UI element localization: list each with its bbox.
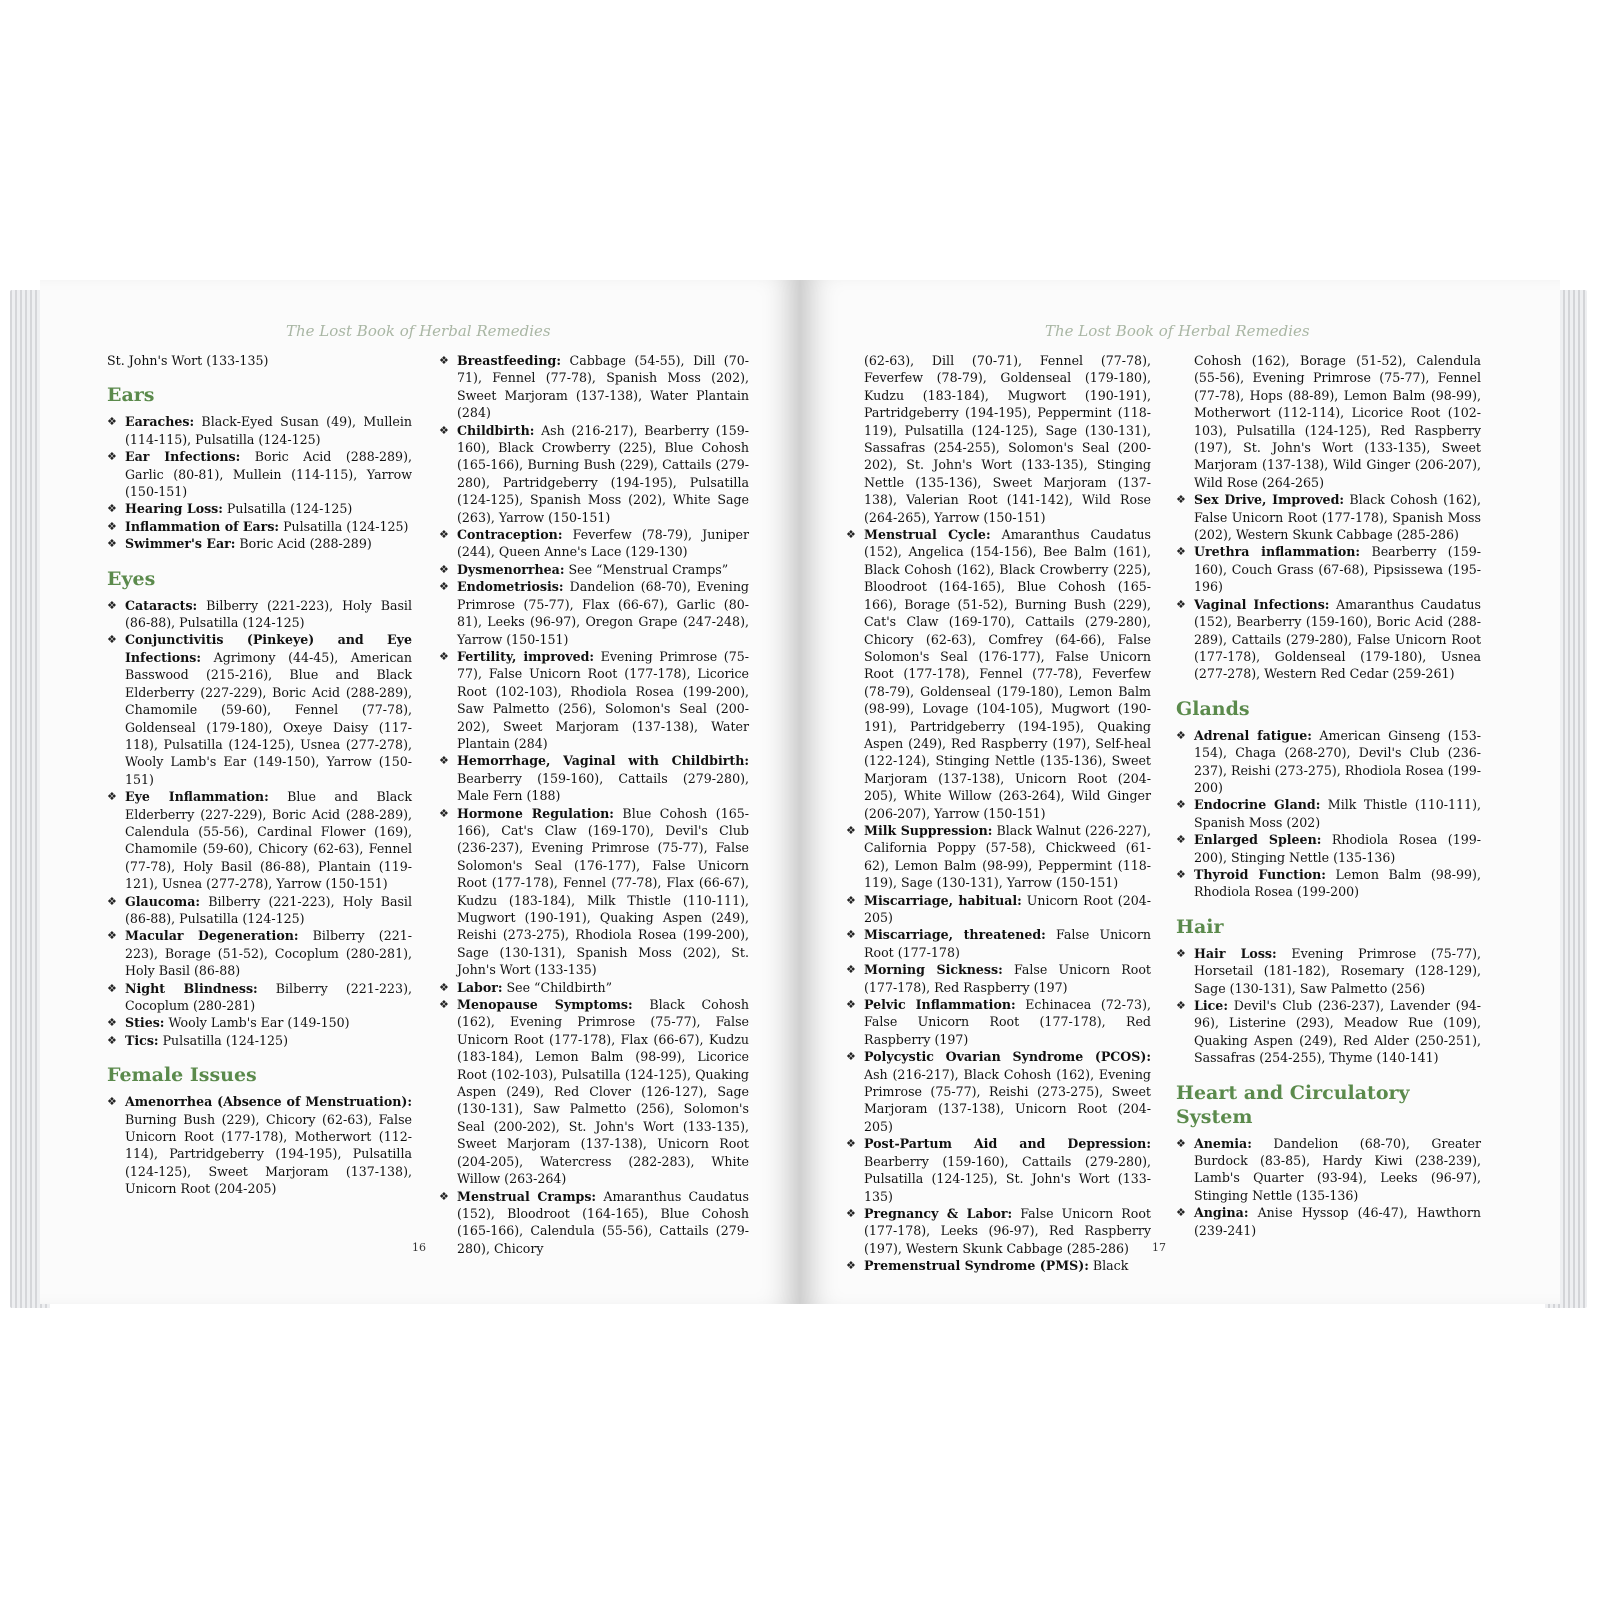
entry-term: Pelvic Inflammation: — [864, 997, 1016, 1013]
index-list-eyes — [107, 597, 412, 1050]
entry-term: Pregnancy & Labor: — [864, 1205, 1013, 1221]
index-entry — [107, 980, 412, 1015]
entry-remedies: Ash (216-217), Black Cohosh (162), Evening Primrose (75-77), Reishi (273-275), Sweet Marjoram (137-138), Unicorn Root (204-205) — [864, 1066, 1151, 1134]
entry-term: Swimmer's Ear: — [125, 536, 236, 552]
entry-remedies: Boric Acid (288-289), Garlic (80-81), Mullein (114-115), Yarrow (150-151) — [125, 449, 412, 500]
entry-remedies: Boric Acid (288-289) — [235, 536, 372, 552]
entry-term: Anemia: — [1194, 1135, 1252, 1151]
index-entry — [1176, 866, 1481, 901]
entry-remedies: Rhodiola Rosea (199-200), Stinging Nettle (135-136) — [1194, 832, 1481, 865]
entry-term: Endocrine Gland: — [1194, 797, 1321, 813]
entry-remedies: Cabbage (54-55), Dill (70-71), Fennel (77-78), Spanish Moss (202), Sweet Marjoram (137-138), Water Plantain (284) — [457, 353, 749, 421]
index-entry — [1176, 543, 1481, 595]
entry-remedies: False Unicorn Root (177-178), Red Raspberry (197) — [864, 962, 1151, 995]
entry-term: Breastfeeding: — [457, 353, 562, 368]
entry-term: Fertility, improved: — [457, 648, 595, 664]
index-list-female-issues-cont — [846, 526, 1151, 1274]
entry-term: Childbirth: — [457, 422, 535, 438]
entry-term: Labor: — [457, 979, 503, 995]
index-list-heart — [1176, 1135, 1481, 1239]
index-entry — [846, 1048, 1151, 1135]
index-list-female-issues-cont — [439, 352, 749, 1257]
index-entry — [107, 927, 412, 979]
index-entry — [1176, 1204, 1481, 1239]
entry-remedies: Bearberry (159-160), Cattails (279-280), Pulsatilla (124-125), St. John's Wort (133-135) — [864, 1153, 1151, 1204]
entry-term: Hearing Loss: — [125, 501, 223, 517]
entry-term: Sex Drive, Improved: — [1194, 492, 1345, 508]
index-list-glands — [1176, 727, 1481, 901]
continued-text: (62-63), Dill (70-71), Fennel (77-78), Feverfew (78-79), Goldenseal (179-180), Kudzu (183-184), Mugwort (190-191), Partridgeberry (194-195), Peppermint (118-119), Pulsatilla (124-125), Sage (130-131), Sassafras (254-255), Solomon's Seal (200-202), St. John's Wort (133-135), Stinging Nettle (135-136), Sweet Marjoram (137-138), Valerian Root (141-142), Wild Rose (264-265), Yarrow (150-151) — [864, 353, 1151, 525]
section-heading-heart: Heart and Circulatory System — [1176, 1081, 1410, 1128]
index-entry — [107, 1032, 412, 1049]
section-heading-ears: Ears — [107, 384, 155, 407]
entry-remedies: Black Cohosh (162), False Unicorn Root (177-178), Spanish Moss (202), Western Skunk Cabbage (285-286) — [1194, 492, 1481, 543]
entry-remedies: Pulsatilla (124-125) — [279, 518, 409, 534]
entry-remedies: Lemon Balm (98-99), Rhodiola Rosea (199-200) — [1194, 866, 1481, 900]
index-entry — [107, 448, 412, 500]
entry-remedies: Blue and Black Elderberry (227-229), Boric Acid (288-289), Calendula (55-56), Cardinal Flower (169), Chamomile (59-60), Chicory (62-63), Fennel (77-78), Holy Basil (86-88), Plantain (119-121), Usnea (277-278), Yarrow (150-151) — [125, 789, 412, 892]
index-entry — [439, 805, 749, 979]
entry-remedies: Amaranthus Caudatus (152), Angelica (154-156), Bee Balm (161), Black Cohosh (162), Black Crowberry (225), Bloodroot (164-165), Blue Cohosh (165-166), Borage (51-52), Burning Bush (229), Cat's Claw (169-170), Cattails (279-280), Chicory (62-63), Comfrey (64-66), False Solomon's Seal (176-177), False Unicorn Root (177-178), Fennel (77-78), Feverfew (78-79), Goldenseal (179-180), Lemon Balm (98-99), Lovage (104-105), Mugwort (190-191), Partridgeberry (194-195), Quaking Aspen (249), Red Raspberry (197), Self-heal (122-124), Stinging Nettle (135-136), Sweet Marjoram (137-138), Unicorn Root (204-205), White Willow (263-264), Wild Ginger (206-207), Yarrow (150-151) — [864, 527, 1151, 821]
page-number: 17 — [1152, 1241, 1166, 1254]
running-head: The Lost Book of Herbal Remedies — [1045, 322, 1310, 340]
running-head: The Lost Book of Herbal Remedies — [286, 322, 551, 340]
index-entry — [846, 822, 1151, 892]
index-entry — [1176, 831, 1481, 866]
continued-text: Cohosh (162), Borage (51-52), Calendula (55-56), Evening Primrose (75-77), Fennel (77-78), Hops (88-89), Lemon Balm (98-99), Motherwort (112-114), Licorice Root (102-103), Pulsatilla (124-125), Red Raspberry (197), St. John's Wort (133-135), Sweet Marjoram (137-138), Wild Ginger (206-207), Wild Rose (264-265) — [1194, 353, 1481, 490]
index-entry — [1176, 491, 1481, 543]
entry-remedies: Blue Cohosh (165-166), Cat's Claw (169-170), Devil's Club (236-237), Evening Primrose (75-77), False Solomon's Seal (176-177), False Unicorn Root (177-178), Fennel (77-78), Flax (66-67), Kudzu (183-184), Milk Thistle (110-111), Mugwort (190-191), Quaking Aspen (249), Reishi (273-275), Rhodiola Rosea (199-200), Sage (130-131), Spanish Moss (202), St. John's Wort (133-135) — [457, 805, 749, 978]
entry-remedies: Dandelion (68-70), Evening Primrose (75-77), Flax (66-67), Garlic (80-81), Leeks (96-97), Oregon Grape (247-248), Yarrow (150-151) — [457, 579, 749, 647]
entry-remedies: Devil's Club (236-237), Lavender (94-96), Listerine (293), Meadow Rue (109), Quaking Aspen (249), Red Alder (250-251), Sassafras (254-255), Thyme (140-141) — [1194, 998, 1481, 1066]
entry-term: Miscarriage, threatened: — [864, 927, 1046, 943]
entry-term: Milk Suppression: — [864, 822, 993, 838]
index-entry — [1176, 796, 1481, 831]
entry-remedies: Evening Primrose (75-77), Horsetail (181-182), Rosemary (128-129), Sage (130-131), Saw Palmetto (256) — [1194, 945, 1482, 996]
entry-remedies: Amaranthus Caudatus (152), Bearberry (159-160), Boric Acid (288-289), Cattails (279-280), False Unicorn Root (177-178), Goldenseal (179-180), Usnea (277-278), Western Red Cedar (259-261) — [1194, 596, 1481, 682]
right-page-column-2 — [1176, 352, 1481, 1239]
index-entry — [846, 1135, 1151, 1205]
entry-remedies: American Ginseng (153-154), Chaga (268-270), Devil's Club (236-237), Reishi (273-275), Rhodiola Rosea (199-200) — [1194, 727, 1482, 795]
entry-term: Conjunctivitis (Pinkeye) and Eye Infections: — [125, 632, 412, 665]
entry-term: Polycystic Ovarian Syndrome (PCOS): — [864, 1049, 1151, 1065]
index-entry — [107, 631, 412, 788]
left-page-column-2 — [439, 352, 749, 1257]
entry-term: Ear Infections: — [125, 449, 241, 465]
entry-remedies: Feverfew (78-79), Juniper (244), Queen Anne's Lace (129-130) — [457, 527, 749, 560]
index-entry — [846, 996, 1151, 1048]
section-heading-glands: Glands — [1176, 697, 1250, 720]
index-entry — [107, 788, 412, 892]
index-entry — [846, 1257, 1151, 1274]
entry-term: Eye Inflammation: — [125, 789, 269, 805]
index-list-ears — [107, 413, 412, 552]
entry-term: Vaginal Infections: — [1194, 596, 1330, 612]
entry-remedies: Bearberry (159-160), Cattails (279-280), Male Fern (188) — [457, 770, 749, 804]
index-entry — [846, 526, 1151, 822]
index-entry — [107, 518, 412, 535]
index-entry — [846, 1205, 1151, 1257]
entry-term: Thyroid Function: — [1194, 866, 1326, 882]
index-entry — [1176, 596, 1481, 683]
continued-text: St. John's Wort (133-135) — [107, 353, 269, 368]
index-list-hair — [1176, 945, 1481, 1067]
entry-remedies: Bilberry (221-223), Holy Basil (86-88), Pulsatilla (124-125) — [125, 893, 412, 926]
entry-term: Endometriosis: — [457, 579, 564, 595]
index-list-female-issues-end — [1176, 491, 1481, 682]
index-entry — [439, 979, 749, 996]
entry-term: Sties: — [125, 1015, 165, 1031]
index-entry — [107, 1093, 412, 1197]
index-entry — [439, 526, 749, 561]
entry-remedies: Pulsatilla (124-125) — [222, 501, 353, 517]
index-entry — [439, 1188, 749, 1258]
index-entry — [439, 561, 749, 578]
entry-remedies: Black Cohosh (162), Evening Primrose (75-77), False Unicorn Root (177-178), Flax (66-67), Kudzu (183-184), Lemon Balm (98-99), Licorice Root (102-103), Pulsatilla (124-125), Quaking Aspen (249), Red Clover (126-127), Sage (130-131), Saw Palmetto (256), Solomon's Seal (200-202), St. John's Wort (133-135), Sweet Marjoram (137-138), Unicorn Root (204-205), Watercress (282-283), White Willow (263-264) — [457, 997, 749, 1187]
entry-term: Hair Loss: — [1194, 945, 1277, 961]
entry-term: Hormone Regulation: — [457, 805, 614, 821]
page-number: 16 — [412, 1241, 426, 1254]
entry-term: Adrenal fatigue: — [1194, 727, 1312, 743]
entry-remedies: Black — [1088, 1258, 1129, 1274]
right-page — [800, 280, 1560, 1304]
entry-remedies: False Unicorn Root (177-178) — [864, 927, 1151, 960]
entry-remedies: See “Menstrual Cramps” — [564, 561, 729, 577]
entry-term: Menstrual Cycle: — [864, 527, 991, 543]
left-page-column-1 — [107, 352, 412, 1198]
index-entry — [846, 892, 1151, 927]
entry-remedies: Bearberry (159-160), Couch Grass (67-68), Pipsissewa (195-196) — [1194, 544, 1481, 595]
index-entry — [107, 1014, 412, 1031]
entry-remedies: Dandelion (68-70), Greater Burdock (83-85), Hardy Kiwi (238-239), Lamb's Quarter (93-94), Leeks (96-97), Stinging Nettle (135-136) — [1194, 1135, 1481, 1203]
index-entry — [107, 893, 412, 928]
entry-remedies: Bilberry (221-223), Holy Basil (86-88), Pulsatilla (124-125) — [125, 597, 412, 631]
entry-remedies: Black Walnut (226-227), California Poppy (57-58), Chickweed (61-62), Lemon Balm (98-99), Peppermint (118-119), Sage (130-131), Yarrow (150-151) — [864, 822, 1151, 891]
right-page-column-1 — [846, 352, 1151, 1275]
left-page — [40, 280, 800, 1304]
index-entry — [439, 752, 749, 804]
index-entry — [439, 578, 749, 648]
entry-term: Macular Degeneration: — [125, 928, 299, 944]
entry-remedies: Bilberry (221-223), Borage (51-52), Cocoplum (280-281), Holy Basil (86-88) — [125, 928, 412, 979]
index-list-female-issues — [107, 1093, 412, 1197]
entry-remedies: See “Childbirth” — [502, 979, 613, 995]
section-heading-hair: Hair — [1176, 915, 1224, 938]
index-entry — [107, 500, 412, 517]
index-entry — [1176, 997, 1481, 1067]
index-entry — [1176, 1135, 1481, 1205]
entry-term: Cataracts: — [125, 597, 198, 613]
entry-remedies: Agrimony (44-45), American Basswood (215-216), Blue and Black Elderberry (227-229), Boric Acid (288-289), Chamomile (59-60), Fennel (77-78), Goldenseal (179-180), Oxeye Daisy (117-118), Pulsatilla (124-125), Usnea (277-278), Wooly Lamb's Ear (149-150), Yarrow (150-151) — [125, 649, 412, 787]
index-entry — [439, 422, 749, 526]
entry-remedies: Amaranthus Caudatus (152), Bloodroot (164-165), Blue Cohosh (165-166), Calendula (55-56), Cattails (279-280), Chicory — [457, 1188, 750, 1256]
section-heading-female-issues: Female Issues — [107, 1064, 257, 1087]
entry-remedies: Burning Bush (229), Chicory (62-63), False Unicorn Root (177-178), Motherwort (112-114), Partridgeberry (194-195), Pulsatilla (124-125), Sweet Marjoram (137-138), Unicorn Root (204-205) — [125, 1111, 412, 1197]
entry-remedies: Anise Hyssop (46-47), Hawthorn (239-241) — [1194, 1205, 1481, 1238]
entry-term: Contraception: — [457, 527, 563, 543]
entry-term: Premenstrual Syndrome (PMS): — [864, 1258, 1089, 1274]
index-entry — [107, 535, 412, 552]
entry-remedies: Pulsatilla (124-125) — [158, 1032, 288, 1048]
entry-term: Night Blindness: — [125, 980, 258, 996]
entry-term: Amenorrhea (Absence of Menstruation): — [125, 1094, 412, 1110]
entry-term: Menstrual Cramps: — [457, 1188, 597, 1204]
index-entry — [107, 413, 412, 448]
entry-term: Lice: — [1194, 998, 1228, 1013]
entry-remedies: Black-Eyed Susan (49), Mullein (114-115), Pulsatilla (124-125) — [125, 414, 412, 447]
entry-remedies: False Unicorn Root (177-178), Leeks (96-97), Red Raspberry (197), Western Skunk Cabbage (285-286) — [864, 1205, 1151, 1256]
entry-remedies: Echinacea (72-73), False Unicorn Root (177-178), Red Raspberry (197) — [864, 997, 1151, 1047]
index-entry — [1176, 945, 1481, 997]
entry-remedies: Evening Primrose (75-77), False Unicorn Root (177-178), Licorice Root (102-103), Rhodiola Rosea (199-200), Saw Palmetto (256), Solomon's Seal (200-202), Sweet Marjoram (137-138), Water Plantain (284) — [457, 648, 749, 751]
index-entry — [1176, 727, 1481, 797]
entry-term: Menopause Symptoms: — [457, 997, 633, 1013]
index-entry — [846, 926, 1151, 961]
index-entry — [846, 961, 1151, 996]
entry-remedies: Milk Thistle (110-111), Spanish Moss (202) — [1194, 797, 1481, 830]
entry-term: Earaches: — [125, 414, 195, 430]
index-entry — [439, 352, 749, 422]
entry-remedies: Ash (216-217), Bearberry (159-160), Black Crowberry (225), Blue Cohosh (165-166), Burning Bush (229), Cattails (279-280), Partridgeberry (194-195), Pulsatilla (124-125), Spanish Moss (202), White Sage (263), Yarrow (150-151) — [457, 422, 749, 525]
index-entry — [107, 597, 412, 632]
entry-term: Morning Sickness: — [864, 962, 1003, 978]
entry-term: Miscarriage, habitual: — [864, 892, 1022, 908]
entry-remedies: Unicorn Root (204-205) — [864, 892, 1151, 925]
entry-term: Inflammation of Ears: — [125, 518, 280, 534]
entry-remedies: Wooly Lamb's Ear (149-150) — [164, 1015, 350, 1031]
entry-term: Enlarged Spleen: — [1194, 832, 1322, 848]
entry-remedies: Bilberry (221-223), Cocoplum (280-281) — [125, 980, 412, 1013]
entry-term: Dysmenorrhea: — [457, 561, 565, 577]
entry-term: Angina: — [1194, 1205, 1249, 1221]
entry-term: Tics: — [125, 1032, 159, 1048]
entry-term: Hemorrhage, Vaginal with Childbirth: — [457, 753, 749, 769]
index-entry — [439, 648, 749, 752]
entry-term: Post-Partum Aid and Depression: — [864, 1136, 1151, 1152]
section-heading-eyes: Eyes — [107, 567, 156, 590]
entry-term: Glaucoma: — [125, 893, 201, 909]
entry-term: Urethra inflammation: — [1194, 544, 1361, 560]
index-entry — [439, 996, 749, 1187]
